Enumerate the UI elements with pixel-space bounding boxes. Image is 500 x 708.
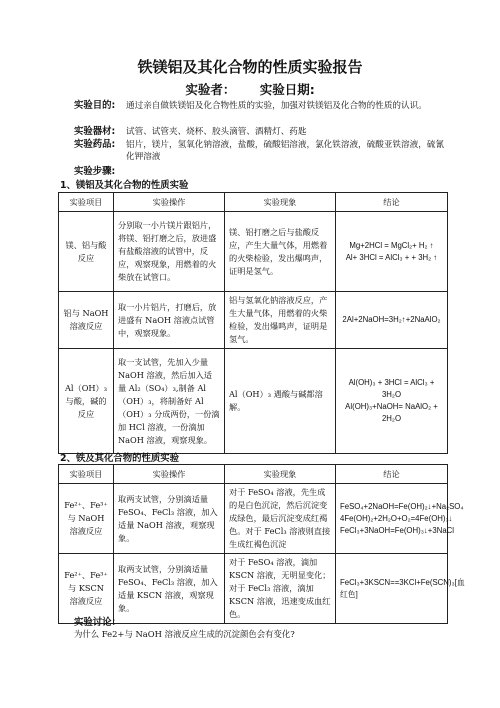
cell-item: Fe²⁺、Fe³⁺ 与 KSCN 溶液反应 xyxy=(59,554,114,624)
equation: 2Al+2NaOH=3H₂↑+2NaAlO₂ xyxy=(342,315,441,324)
header-item: 实验项目 xyxy=(59,193,114,212)
cell-operation: 取两支试管，分别滴适量 FeSO₄、FeCl₃ 溶液，加入适量 KSCN 溶液，观察现象。 xyxy=(114,554,225,624)
section1-table xyxy=(58,192,448,454)
cell-item: Fe²⁺、Fe³⁺ 与 NaOH 溶液反应 xyxy=(59,484,114,554)
equation: Al+ 3HCl = AlCl₃ + + 3H₂ ↑ xyxy=(345,252,438,262)
reagents-label: 实验药品: xyxy=(74,139,116,150)
steps-label: 实验步骤: xyxy=(74,166,116,177)
section1-heading: 1、镁铝及其化合物的性质实验 xyxy=(60,180,189,191)
cell-operation: 取一小片铝片，打磨后，放进盛有 NaOH 溶液点试管中，观察现象。 xyxy=(114,292,225,349)
header-item: 实验项目 xyxy=(59,465,114,484)
section2-table xyxy=(58,464,465,624)
header-phenomenon: 实验现象 xyxy=(225,193,336,212)
cell-item: Al（OH）₃ 与酸，碱的反应 xyxy=(59,349,114,454)
section2-heading: 2、铁及其化合物的性质实验 xyxy=(60,453,180,464)
cell-operation: 取一支试管，先加入少量 NaOH 溶液，然后加入适量 Al₂（SO₄）₃,制备 Al（OH）₃，将制备好 Al（OH）₃ 分成两份，一份滴加 HCl 溶液，一份滴加 NaOH 溶液，观察现象。 xyxy=(114,349,225,454)
discussion-question: 为什么 Fe2+与 NaOH 溶液反应生成的沉淀颜色会有变化? xyxy=(74,629,295,639)
equation: FeCl₃+3NaOH=Fe(OH)₃↓+3NaCl xyxy=(340,525,455,535)
equation: 4Fe(OH)₂+2H₂O+O₂=4Fe(OH)₃↓ xyxy=(340,513,453,523)
purpose-label: 实验目的: xyxy=(74,100,116,111)
report-title: 铁镁铝及其化合物的性质实验报告 xyxy=(137,58,363,76)
cell-phenomenon: 对于 FeSO₄ 溶液，滴加 KSCN 溶液，无明显变化；对于 FeCl₃ 溶液，滴加 KSCN 溶液，迅速变成血红色。 xyxy=(225,554,336,624)
table-header-row xyxy=(59,465,448,484)
cell-operation: 取两支试管，分别滴适量 FeSO₄、FeCl₃ 溶液，加入适量 NaOH 溶液，观察现象。 xyxy=(114,484,225,554)
table-row xyxy=(59,349,448,454)
cell-conclusion xyxy=(336,292,448,349)
header-conclusion: 结论 xyxy=(336,465,448,484)
cell-item: 镁、铝与酸反应 xyxy=(59,212,114,292)
table-row xyxy=(59,212,448,292)
purpose-row xyxy=(74,100,444,112)
reagents-row xyxy=(74,139,444,163)
cell-phenomenon: 铝与氢氧化钠溶液反应，产生大量气体，用燃着的火柴检验，发出爆鸣声，证明是氢气。 xyxy=(225,292,336,349)
cell-conclusion xyxy=(336,484,464,554)
date-label: 实验日期: xyxy=(259,82,315,97)
table-header-row xyxy=(59,193,448,212)
cell-phenomenon: 镁、铝打磨之后与盐酸反应，产生大量气体，用燃着的火柴检验，发出爆鸣声，证明是氢气。 xyxy=(225,212,336,292)
header-conclusion: 结论 xyxy=(336,193,448,212)
discussion-label: 实验讨论： xyxy=(74,617,121,628)
cell-conclusion xyxy=(336,554,465,624)
cell-phenomenon: Al（OH）₃ 遇酸与碱都溶解。 xyxy=(225,349,336,454)
header-operation: 实验操作 xyxy=(114,465,225,484)
cell-conclusion xyxy=(336,212,448,292)
cell-phenomenon: 对于 FeSO₄ 溶液，先生成的是白色沉淀，然后沉淀变成绿色，最后沉淀变成红褐色。对于 FeCl₃ 溶液则直接生成红褐色沉淀 xyxy=(225,484,336,554)
equipment-label: 实验器材: xyxy=(74,126,116,137)
purpose-text: 通过亲自做铁镁铝及化合物性质的实验，加强对铁镁铝及化合物的性质的认识。 xyxy=(126,101,427,111)
equation: Mg+2HCl = MgCl₂+ H₂ ↑ xyxy=(349,240,434,250)
equation: FeCl₃+3KSCN==3KCl+Fe(SCN)₃[血红色] xyxy=(340,577,465,599)
equation: Al(OH)₃+NaOH= NaAlO₂ + xyxy=(345,402,438,411)
cell-operation: 分别取一小片镁片跟铝片，将镁、铝打磨之后，放进盛有盐酸溶液的试管中，反应，观察现象，用燃着的火柴放在试管口。 xyxy=(114,212,225,292)
reagents-text: 铝片，镁片，氢氧化钠溶液，盐酸，硫酸铝溶液，氯化铁溶液，硫酸亚铁溶液，硫氰化钾溶液 xyxy=(126,140,444,162)
header-phenomenon: 实验现象 xyxy=(225,465,336,484)
equipment-text: 试管、试管夹、烧杯、胶头滴管、酒精灯、药匙 xyxy=(126,127,307,137)
table-row xyxy=(59,554,448,624)
header-operation: 实验操作 xyxy=(114,193,225,212)
table-row xyxy=(59,292,448,349)
cell-conclusion xyxy=(336,349,448,454)
equation: 2H₂O xyxy=(381,414,402,423)
cell-item: 铝与 NaOH 溶液反应 xyxy=(59,292,114,349)
table-row xyxy=(59,484,448,554)
equation: Al(OH)₃ + 3HCl = AlCl₃ + 3H₂O xyxy=(348,378,435,399)
experimenter-label: 实验者： xyxy=(185,82,236,97)
equation: FeSO₄+2NaOH=Fe(OH)₂↓+Na₂SO₄ xyxy=(340,501,464,511)
equipment-row xyxy=(74,126,444,138)
experimenter-date-line xyxy=(0,80,500,98)
